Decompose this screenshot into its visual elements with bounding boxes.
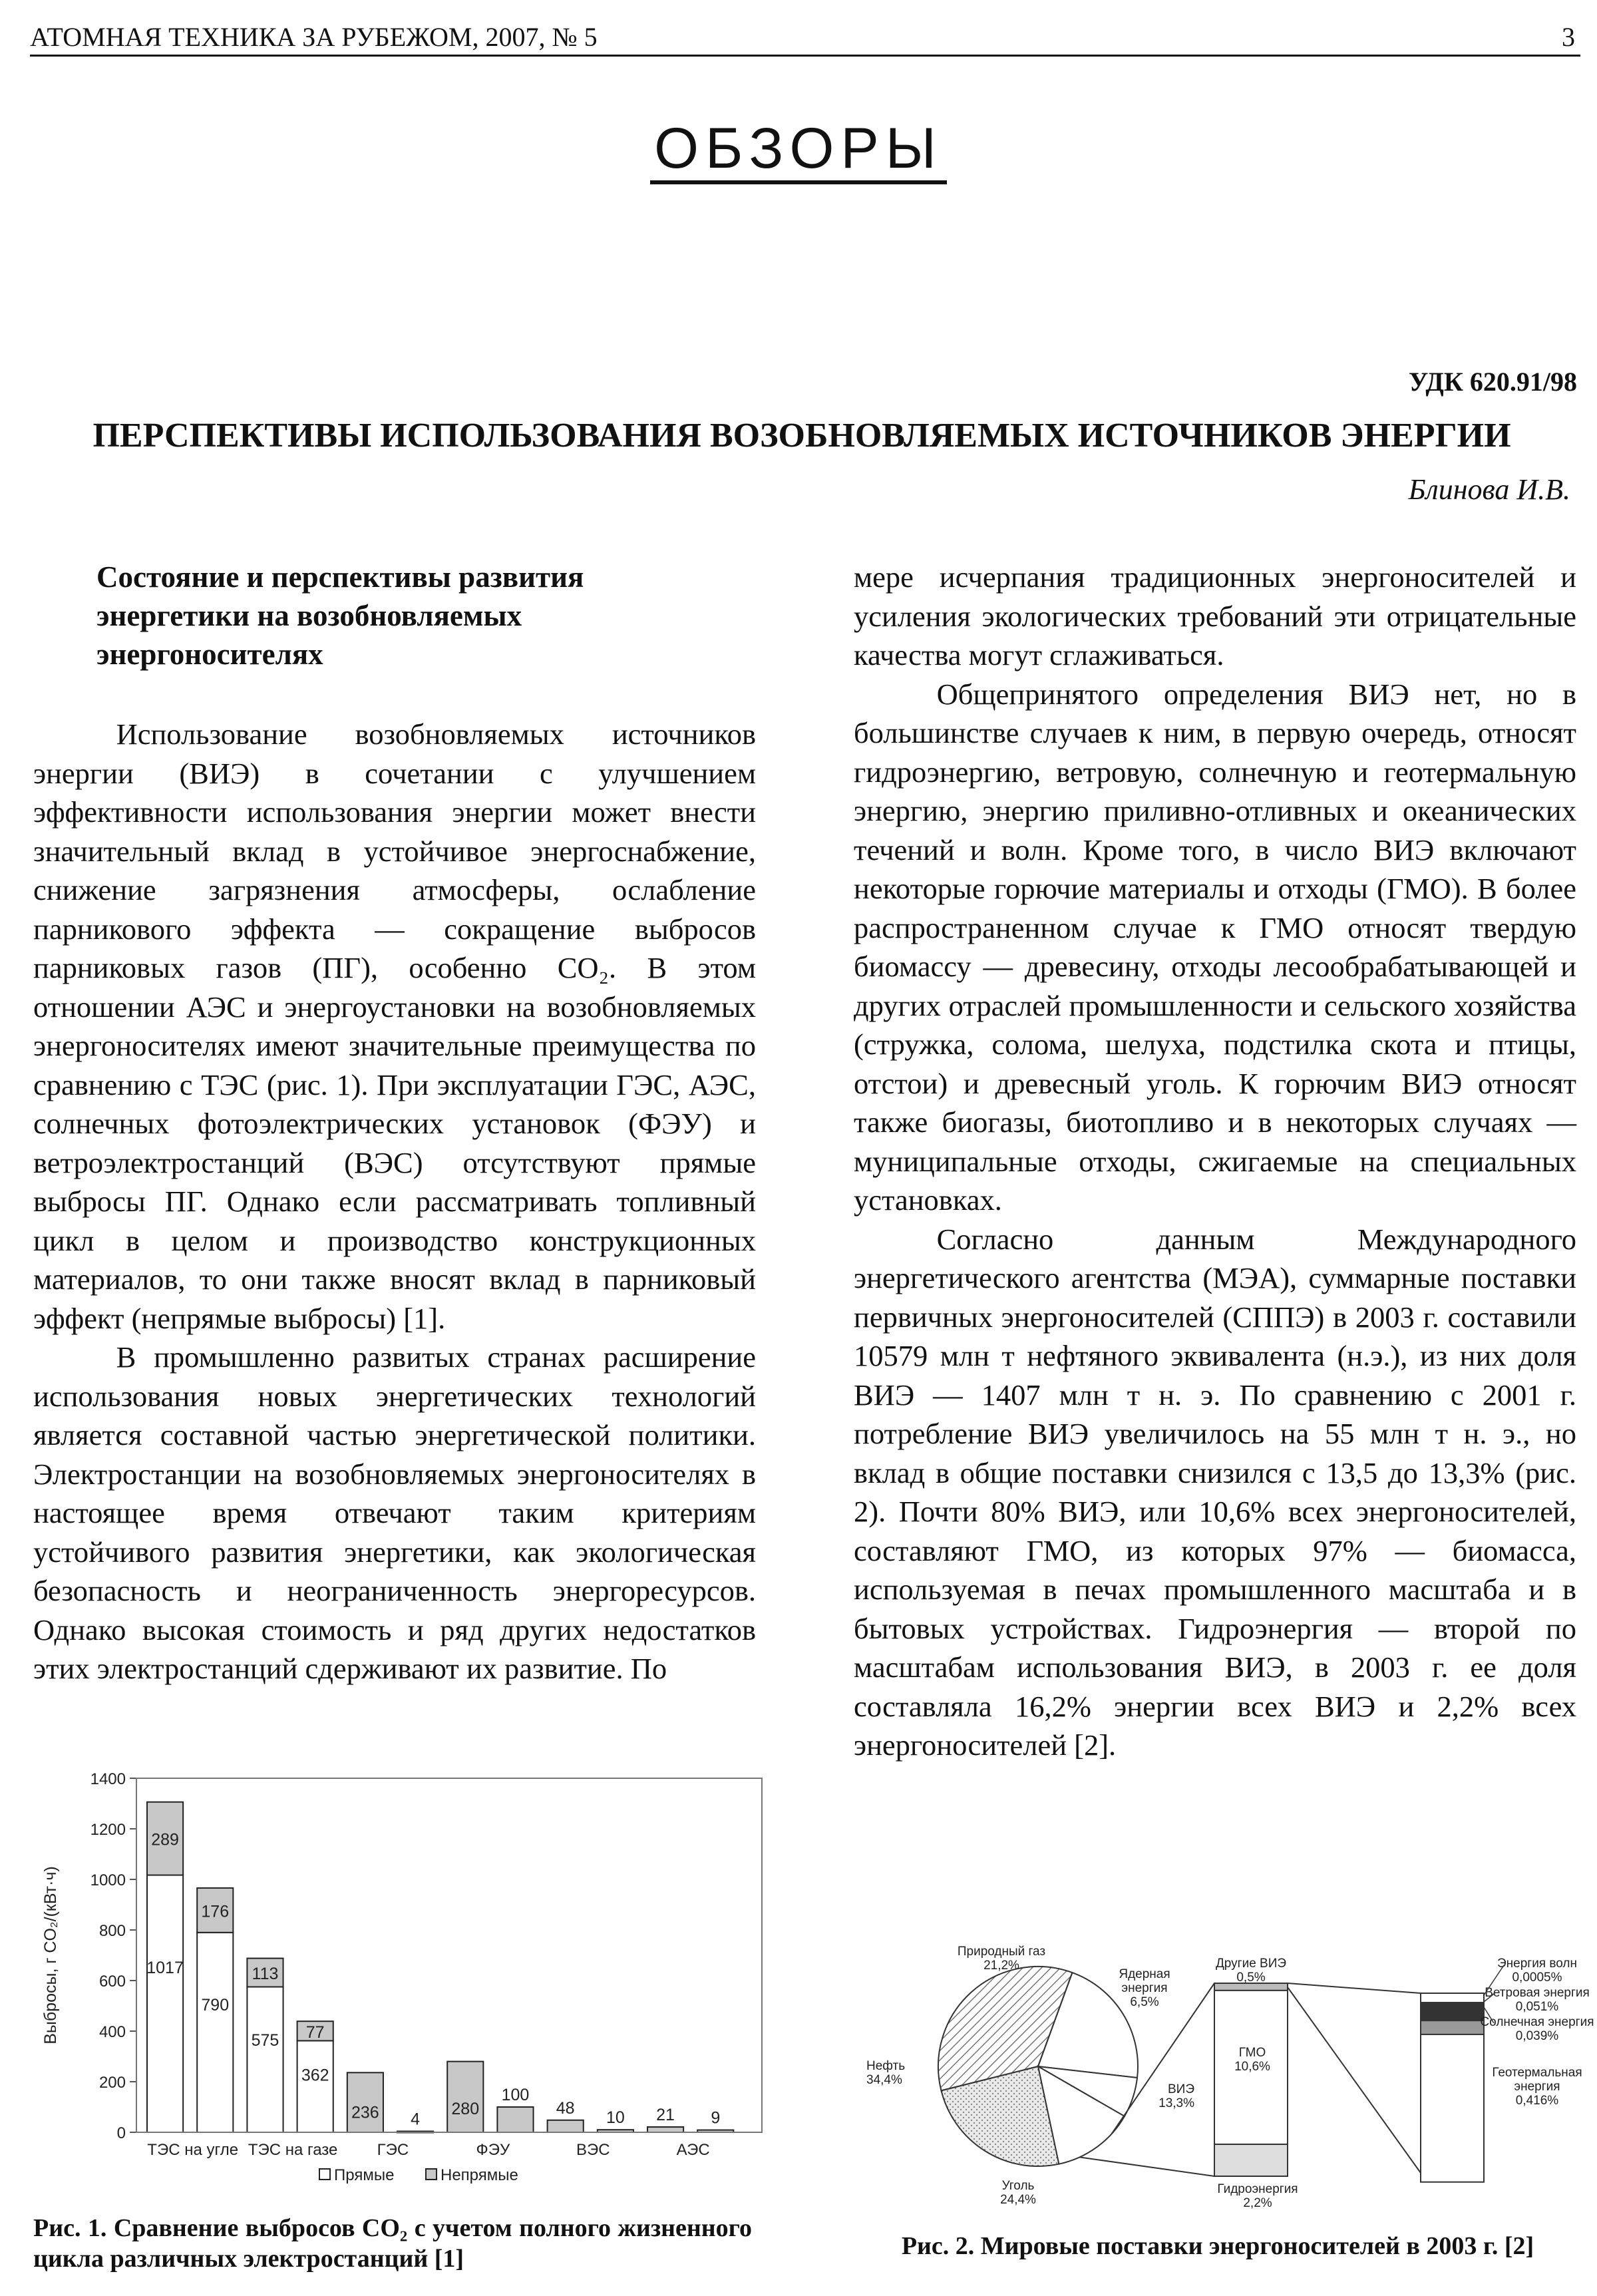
journal-title: АТОМНАЯ ТЕХНИКА ЗА РУБЕЖОМ, 2007, № 5 [30,22,598,52]
other-vie-segment [1421,2020,1484,2034]
y-tick-label: 0 [116,2124,126,2142]
pie-label: Ветровая энергия [1485,1986,1590,2000]
bar-value-label: 48 [556,2098,575,2118]
paragraph: В промышленно развитых странах расширение использования новых энергетических технологий является составной частью энергетической политики. Электростанции на возобновляемых энергоносителях в настоящее время отвечают таким критериям устойчивого развития энергетики, как экологическая безопасность и неограниченность энергоресурсов. Однако высокая стоимость и ряд других недостатков этих электростанций сдерживают их развитие. По [33,1340,756,1685]
y-axis-label: Выбросы, г CO₂/(кВт·ч) [41,1866,60,2044]
x-tick-label: АЭС [676,2141,710,2159]
legend-label: Прямые [334,2166,395,2184]
bar-value-label: 10 [606,2108,625,2128]
right-column [854,558,1576,1765]
y-tick-label: 200 [98,2074,126,2092]
paragraph: мере исчерпания традиционных энергоносителей и усиления экологических требований эти отрицательные качества могут сглаживаться. [854,560,1576,671]
legend-swatch-direct [319,2169,330,2180]
x-tick-label: ФЭУ [476,2141,510,2159]
article-title: ПЕРСПЕКТИВЫ ИСПОЛЬЗОВАНИЯ ВОЗОБНОВЛЯЕМЫХ ИСТОЧНИКОВ ЭНЕРГИИ [92,417,1511,455]
bar-indirect [347,2072,383,2132]
bar-value-label: 280 [451,2099,480,2118]
other-vie-segment [1421,1993,1484,2003]
connector-line [1288,1983,1421,1993]
pie-label: 6,5% [1130,1995,1159,2009]
bar-indirect [447,2062,483,2132]
pie-label: 10,6% [1234,2060,1270,2074]
paragraph: Использование возобновляемых источников энергии (ВИЭ) в сочетании с улучшением эффективности использования энергии может внести значительный вклад в устойчивое энергоснабжение, снижение загрязнения атмосферы, ослабление парникового эффекта — сокращение выбросов парниковых газов (ПГ), особенно CO₂. В этом отношении АЭС и энергоустановки на возобновляемых энергоносителях имеют значительные преимущества по сравнению с ТЭС (рис. 1). При эксплуатации ГЭС, АЭС, солнечных фотоэлектрических установок (ФЭУ) и ветроэлектростанций (ВЭС) отсутствуют прямые выбросы ПГ. Однако если рассматривать топливный цикл в целом и производство конструкционных материалов, то они также вносят вклад в парниковый эффект (непрямые выбросы) [1]. [33,717,756,1335]
paragraph: Согласно данным Международного энергетического агентства (МЭА), суммарные поставки первичных энергоносителей (СППЭ) в 2003 г. составили 10579 млн т нефтяного эквивалента (н.э.), из них доля ВИЭ — 1407 млн т н. э. По сравнению с 2001 г. потребление ВИЭ увеличилось на 55 млн т н. э., но вклад в общие поставки снизился с 13,5 до 13,3% (рис. 2). Почти 80% ВИЭ, или 10,6% всех энергоносителей, составляют ГМО, из которых 97% — биомасса, используемая в печах промышленного масштаба и в бытовых устройствах. Гидроэнергия — второй по масштабам использования ВИЭ, в 2003 г. ее доля составляла 16,2% энергии всех ВИЭ и 2,2% всех энергоносителей [2]. [854,1222,1576,1762]
figure-1-chart [27,1770,765,2183]
figure-2-caption: Рис. 2. Мировые поставки энергоносителей в 2003 г. [2] [901,2232,1534,2260]
bar-direct [297,2040,333,2132]
bar-direct [247,1987,283,2133]
y-tick-label: 1400 [90,1770,126,1788]
x-tick-label: ВЭС [576,2141,610,2159]
bar-value-label: 575 [251,2030,279,2050]
figure-1-caption: Рис. 1. Сравнение выбросов CO₂ с учетом полного жизненного цикла различных электростанций [1] [33,2214,752,2273]
udk-code: УДК 620.91/98 [1409,367,1577,397]
y-tick-label: 600 [98,1973,126,1991]
bar-value-label: 9 [711,2108,721,2128]
legend-label: Непрямые [441,2166,518,2184]
bar-indirect [647,2127,683,2132]
pie-label: Солнечная энергия [1480,2015,1594,2029]
other-vie-segment [1421,2003,1484,2020]
pie-label: энергия [1121,1981,1168,1995]
x-tick-label: ТЭС на газе [248,2141,338,2159]
y-tick-label: 400 [98,2023,126,2041]
bar-value-label: 100 [501,2086,530,2104]
section-title [0,112,1597,185]
bar-value-label: 113 [252,1965,279,1984]
pie-label: Нефть [866,2059,906,2073]
pie-label: Геотермальная [1492,2066,1582,2080]
pie-label: 34,4% [866,2073,902,2087]
pie-label: 13,3% [1158,2096,1194,2110]
section-title-text: ОБЗОРЫ [650,116,947,184]
pie-label: Гидроэнергия [1217,2182,1298,2196]
other-vie-segment [1421,2034,1484,2182]
bar-indirect [497,2107,533,2132]
pie-label: 21,2% [983,1959,1019,1973]
bar-value-label: 4 [411,2110,421,2129]
pie-label: 0,416% [1515,2094,1559,2108]
page-number: 3 [1562,22,1575,52]
vie-breakdown-segment [1214,2144,1288,2176]
legend-swatch-indirect [426,2169,437,2180]
bar-indirect [548,2120,584,2132]
x-tick-label: ТЭС на угле [147,2141,239,2159]
figure-2-chart [858,1943,1594,2210]
article-author: Блинова И.В. [1408,473,1570,506]
bar-value-label: 77 [305,2022,325,2042]
pie-label: Другие ВИЭ [1215,1957,1287,1971]
pie-label: 2,2% [1243,2196,1272,2210]
bar-value-label: 21 [656,2106,675,2125]
pie-label: 0,0005% [1512,1971,1562,1985]
bar-direct [147,1875,183,2132]
subheading: Состояние и перспективы развития энергетики на возобновляемых энергоносителях [96,560,584,671]
pie-label: Ядерная [1119,1967,1170,1981]
pie-label: 0,5% [1236,1971,1266,1985]
bar-value-label: 1017 [146,1958,184,1977]
pie-label: ГМО [1238,2046,1266,2060]
bar-value-label: 176 [201,1902,230,1921]
y-tick-label: 800 [98,1922,126,1940]
pie-label: Уголь [1001,2179,1035,2193]
bar-value-label: 790 [201,1995,230,2014]
bar-direct [197,1933,233,2132]
pie-label: ВИЭ [1168,2082,1194,2096]
pie-label: Природный газ [957,1945,1046,1959]
pie-label: Энергия волн [1497,1957,1578,1971]
pie-label: энергия [1514,2080,1560,2094]
connector-line [1288,1987,1421,2173]
pie-label: 0,039% [1515,2029,1559,2043]
bar-value-label: 236 [351,2103,379,2122]
y-tick-label: 1000 [90,1871,126,1889]
running-header [30,12,1580,57]
pie-label: 24,4% [1000,2193,1036,2207]
bar-value-label: 289 [151,1830,179,1849]
left-column [33,558,756,1688]
y-tick-label: 1200 [90,1821,126,1839]
bar-value-label: 362 [301,2066,329,2085]
pie-label: 0,051% [1515,2000,1559,2014]
x-tick-label: ГЭС [377,2141,409,2159]
connector-line [1079,2157,1214,2176]
paragraph: Общепринятого определения ВИЭ нет, но в большинстве случаев к ним, в первую очередь, относят гидроэнергию, ветровую, солнечную и геотермальную энергию, энергию приливно-отливных и океанических течений и волн. Кроме того, в число ВИЭ включают некоторые горючие материалы и отходы (ГМО). В более распространенном случае к ГМО относят твердую биомассу — древесину, отходы лесообрабатывающей и других отраслей промышленности и сельского хозяйства (стружка, солома, шелуха, подстилка скота и птицы, отстои) и древесный уголь. К горючим ВИЭ относят также биогазы, биотопливо и в некоторых случаях — муниципальные отходы, сжигаемые на специальных установках. [854,677,1576,1217]
